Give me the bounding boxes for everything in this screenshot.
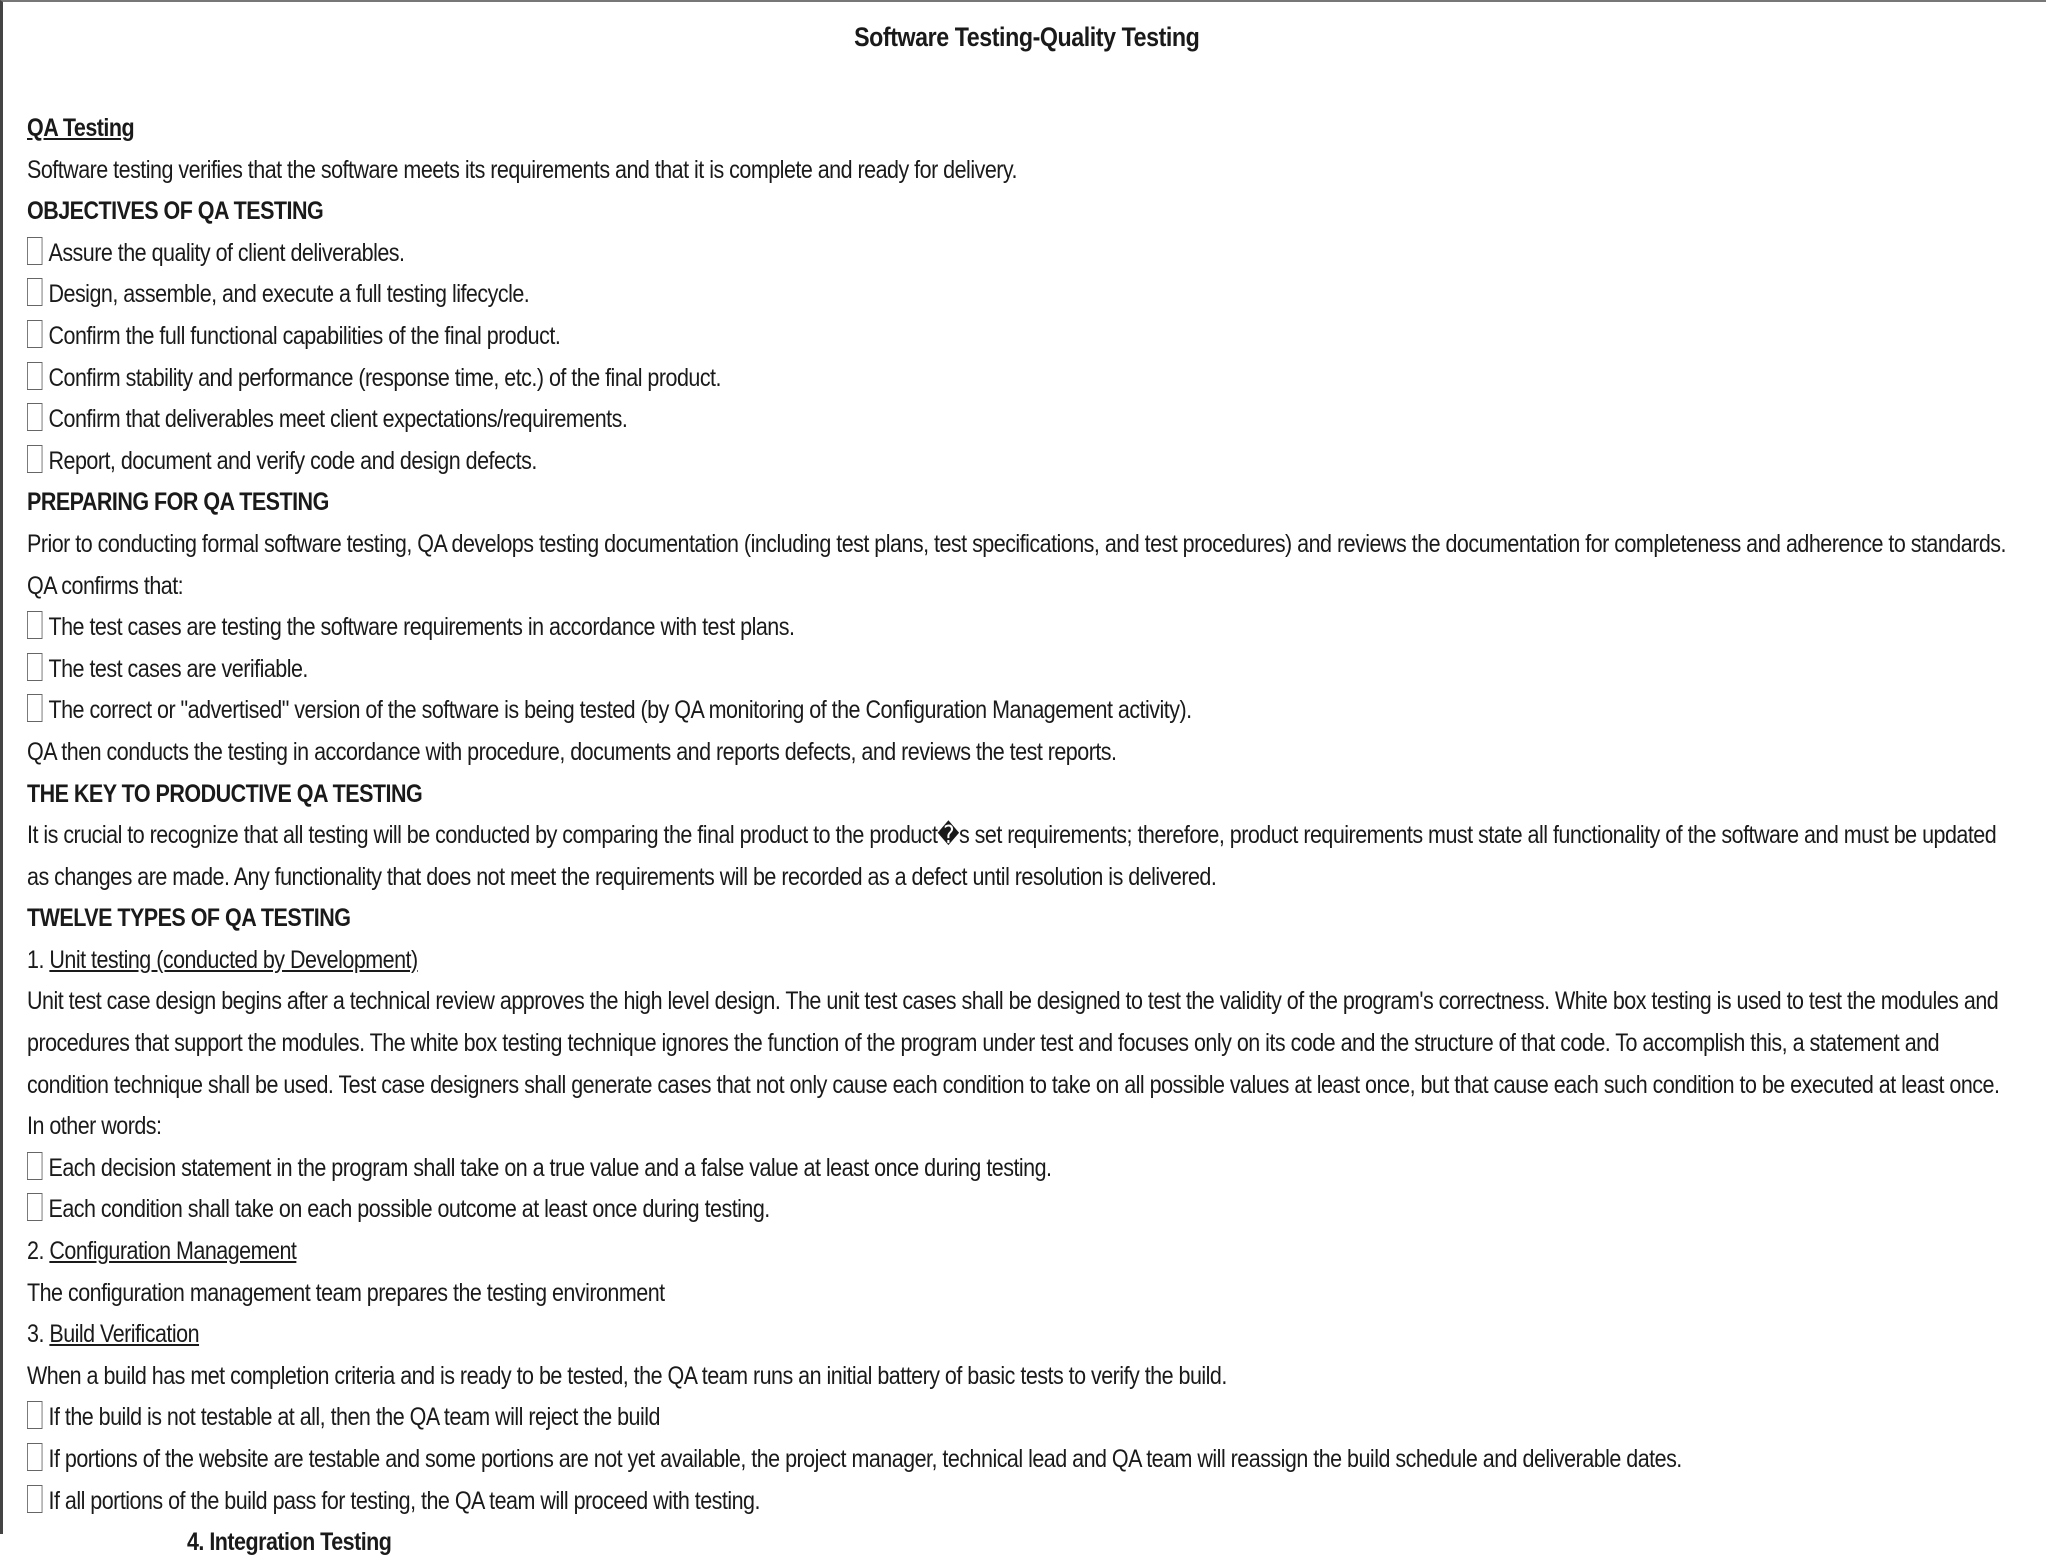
unit-testing-title: 1. Unit testing (conducted by Development) <box>27 945 418 974</box>
checkbox-icon[interactable] <box>27 694 42 722</box>
objective-item: Report, document and verify code and design defects. <box>27 441 2022 483</box>
objective-item: Confirm stability and performance (response time, etc.) of the final product. <box>27 358 2022 400</box>
checkbox-icon[interactable] <box>27 278 42 306</box>
twelve-types-heading: TWELVE TYPES OF QA TESTING <box>27 904 351 933</box>
checkbox-icon[interactable] <box>27 653 42 681</box>
page-title: Software Testing-Quality Testing <box>854 22 1200 52</box>
objective-item: Confirm that deliverables meet client expectations/requirements. <box>27 399 2022 441</box>
document-body <box>27 2 2022 1557</box>
checkbox-icon[interactable] <box>27 362 42 390</box>
checkbox-icon[interactable] <box>27 403 42 431</box>
checkbox-icon[interactable] <box>27 1443 42 1471</box>
checkbox-icon[interactable] <box>27 320 42 348</box>
checkbox-icon[interactable] <box>27 445 42 473</box>
preparing-item: The correct or "advertised" version of the software is being tested (by QA monitoring of the Configuration Management activity). <box>27 690 2022 732</box>
preparing-after: QA then conducts the testing in accordance with procedure, documents and reports defects, and reviews the test reports. <box>27 737 1117 766</box>
preparing-item: The test cases are verifiable. <box>27 649 2022 691</box>
checkbox-icon[interactable] <box>27 1152 42 1180</box>
objective-item: Assure the quality of client deliverables. <box>27 233 2022 275</box>
qa-testing-heading: QA Testing <box>27 114 135 142</box>
unit-testing-paragraph: Unit test case design begins after a technical review approves the high level design. The unit test cases shall be designed to test the validity of the program's correctness. White box testing is used to test the modules and procedures that support the modules. The white box testing technique ignores the function of the program under test and focuses only on its code and the structure of that code. To accomplish this, a statement and condition technique shall be used. Test case designers shall generate cases that not only cause each condition to take on all possible values at least once, but that cause each such condition to be executed at least once. In other words: <box>27 987 2000 1141</box>
objective-item: Confirm the full functional capabilities of the final product. <box>27 316 2022 358</box>
checkbox-icon[interactable] <box>27 1485 42 1513</box>
build-item: If all portions of the build pass for testing, the QA team will proceed with testing. <box>27 1481 2022 1523</box>
config-mgmt-paragraph: The configuration management team prepares the testing environment <box>27 1278 665 1307</box>
build-item: If the build is not testable at all, then the QA team will reject the build <box>27 1397 2022 1439</box>
preparing-item: The test cases are testing the software requirements in accordance with test plans. <box>27 607 2022 649</box>
build-verification-paragraph: When a build has met completion criteria and is ready to be tested, the QA team runs an initial battery of basic tests to verify the build. <box>27 1361 1227 1390</box>
objective-item: Design, assemble, and execute a full testing lifecycle. <box>27 274 2022 316</box>
config-mgmt-title: 2. Configuration Management <box>27 1237 297 1266</box>
key-paragraph: It is crucial to recognize that all testing will be conducted by comparing the final product to the product�s set requirements; therefore, product requirements must state all functionality of the software and must be updated as changes are made. Any functionality that does not meet the requirements will be recorded as a defect until resolution is delivered. <box>27 821 1997 891</box>
checkbox-icon[interactable] <box>27 611 42 639</box>
qa-intro: Software testing verifies that the software meets its requirements and that it is complete and ready for delivery. <box>27 155 1018 184</box>
objectives-heading: OBJECTIVES OF QA TESTING <box>27 197 324 226</box>
checkbox-icon[interactable] <box>27 237 42 265</box>
checkbox-icon[interactable] <box>27 1401 42 1429</box>
checkbox-icon[interactable] <box>27 1193 42 1221</box>
next-section-cut-off: 4. Integration Testing <box>186 1528 392 1557</box>
unit-item: Each decision statement in the program shall take on a true value and a false value at least once during testing. <box>27 1148 2022 1190</box>
unit-item: Each condition shall take on each possible outcome at least once during testing. <box>27 1189 2022 1231</box>
preparing-paragraph: Prior to conducting formal software testing, QA develops testing documentation (including test plans, test specifications, and test procedures) and reviews the documentation for completeness and adherence to standards. QA confirms that: <box>27 529 2006 600</box>
preparing-heading: PREPARING FOR QA TESTING <box>27 488 329 517</box>
key-heading: THE KEY TO PRODUCTIVE QA TESTING <box>27 779 423 808</box>
build-verification-title: 3. Build Verification <box>27 1320 200 1349</box>
build-item: If portions of the website are testable and some portions are not yet available, the project manager, technical lead and QA team will reassign the build schedule and deliverable dates. <box>27 1439 2022 1481</box>
